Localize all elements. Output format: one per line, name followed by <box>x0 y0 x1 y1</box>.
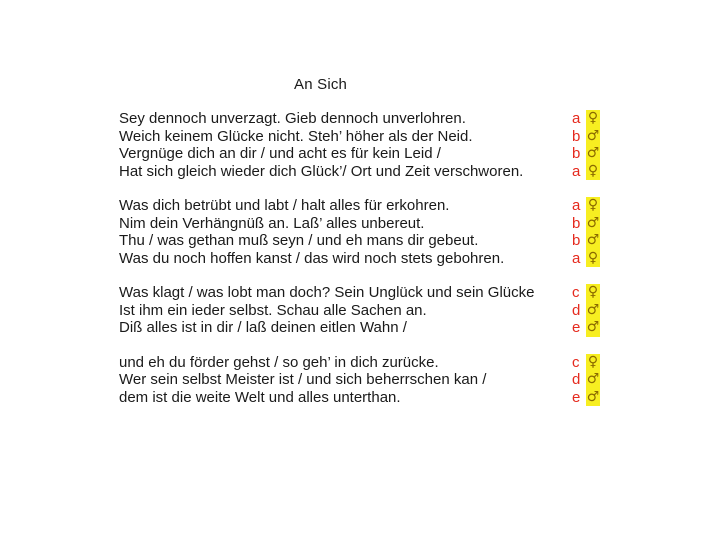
poem-title: An Sich <box>294 76 348 93</box>
verse-text: Hat sich gleich wieder dich Glück’/ Ort und Zeit verschworen. <box>119 162 524 180</box>
verse-line <box>119 128 605 146</box>
male-symbol-icon: ♂ <box>586 232 600 248</box>
rhyme-letter: d <box>572 301 581 319</box>
verse-text: dem ist die weite Welt und alles unterthan. <box>119 388 401 406</box>
verse-line <box>119 110 605 128</box>
poem-body <box>119 110 605 423</box>
male-symbol-icon: ♂ <box>586 145 600 161</box>
female-symbol-icon: ♀ <box>587 284 599 300</box>
verse-text: Diß alles ist in dir / laß deinen eitlen Wahn / <box>119 319 407 336</box>
verse-text: Nim dein Verhängnüß an. Laß’ alles unbereut. <box>119 214 425 232</box>
verse-text: Ist ihm ein ieder selbst. Schau alle Sachen an. <box>119 301 427 319</box>
rhyme-letter: e <box>572 388 581 406</box>
verse-line <box>119 389 605 407</box>
male-symbol-icon: ♂ <box>586 127 600 144</box>
rhyme-letter: c <box>572 353 580 371</box>
verse-text: Wer sein selbst Meister ist / und sich beherrschen kan / <box>119 371 487 388</box>
verse-line <box>119 163 605 181</box>
verse-text: Was klagt / was lobt man doch? Sein Unglück und sein Glücke <box>119 284 535 301</box>
verse-line <box>119 215 605 233</box>
male-symbol-icon: ♂ <box>586 371 600 387</box>
verse-line <box>119 319 605 337</box>
rhyme-letter: a <box>572 197 581 214</box>
female-symbol-icon: ♀ <box>587 249 599 266</box>
stanza <box>119 354 605 407</box>
verse-text: Sey dennoch unverzagt. Gieb dennoch unverlohren. <box>119 110 466 127</box>
verse-line <box>119 371 605 389</box>
verse-text: Vergnüge dich an dir / und acht es für kein Leid / <box>119 145 441 162</box>
verse-line <box>119 284 605 302</box>
male-symbol-icon: ♂ <box>586 319 600 335</box>
verse-text: Thu / was gethan muß seyn / und eh mans dir gebeut. <box>119 232 479 249</box>
verse-line <box>119 145 605 163</box>
verse-text: Weich keinem Glücke nicht. Steh’ höher als der Neid. <box>119 127 473 145</box>
stanza <box>119 110 605 180</box>
female-symbol-icon: ♀ <box>587 110 599 126</box>
verse-line <box>119 302 605 320</box>
rhyme-letter: e <box>572 319 581 336</box>
female-symbol-icon: ♀ <box>587 353 599 370</box>
rhyme-letter: a <box>572 110 581 127</box>
stanza <box>119 197 605 267</box>
verse-text: Was du noch hoffen kanst / das wird noch stets gebohren. <box>119 249 505 267</box>
rhyme-letter: a <box>572 162 581 180</box>
male-symbol-icon: ♂ <box>586 214 600 231</box>
rhyme-letter: a <box>572 249 581 267</box>
stanza <box>119 284 605 337</box>
rhyme-letter: c <box>572 284 580 301</box>
verse-line <box>119 232 605 250</box>
male-symbol-icon: ♂ <box>586 301 600 318</box>
female-symbol-icon: ♀ <box>587 162 599 179</box>
rhyme-letter: b <box>572 127 581 145</box>
female-symbol-icon: ♀ <box>587 197 599 213</box>
male-symbol-icon: ♂ <box>586 388 600 405</box>
rhyme-letter: b <box>572 145 581 162</box>
verse-text: Was dich betrübt und labt / halt alles für erkohren. <box>119 197 450 214</box>
verse-text: und eh du förder gehst / so geh’ in dich zurücke. <box>119 353 439 371</box>
verse-line <box>119 197 605 215</box>
rhyme-letter: d <box>572 371 581 388</box>
rhyme-letter: b <box>572 232 581 249</box>
rhyme-letter: b <box>572 214 581 232</box>
verse-line <box>119 250 605 268</box>
verse-line <box>119 354 605 372</box>
